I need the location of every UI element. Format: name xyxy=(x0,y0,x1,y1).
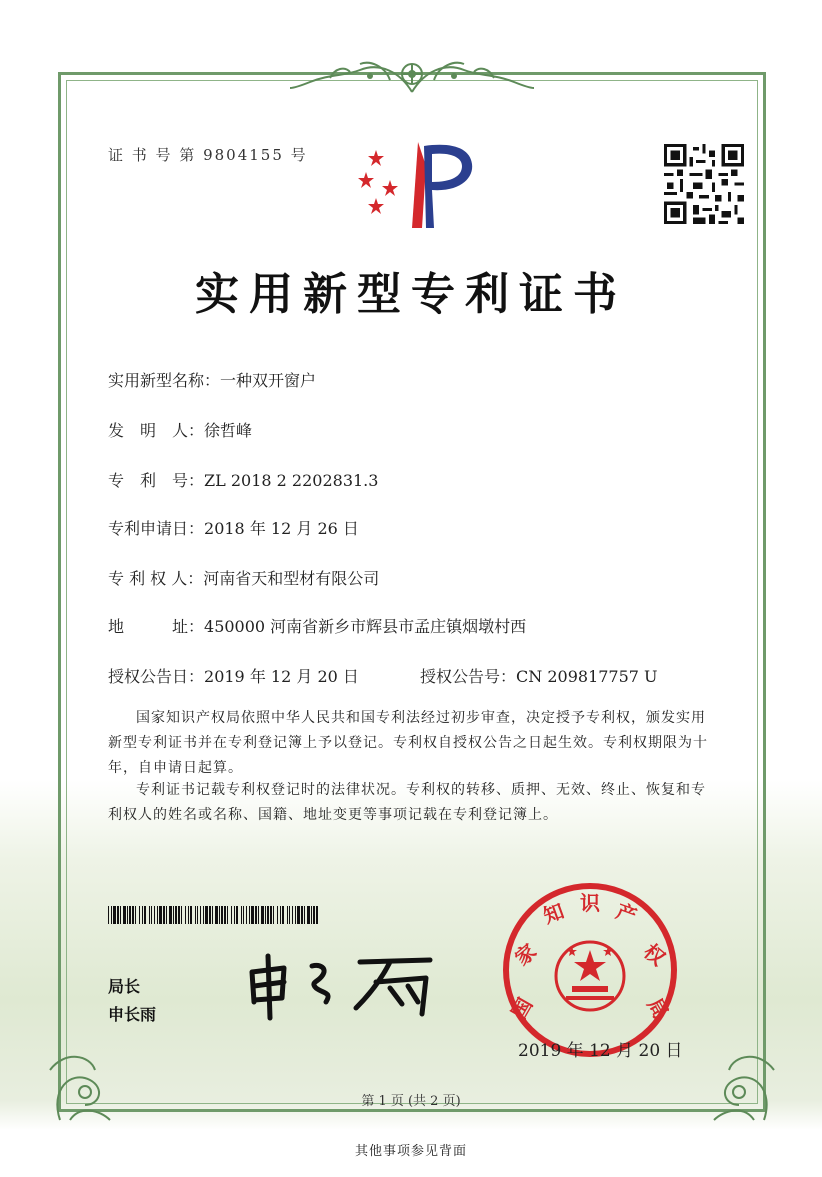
field-label: 地 址： xyxy=(108,617,205,636)
certificate-title: 实用新型专利证书 xyxy=(195,269,627,320)
field-label: 授权公告号： xyxy=(420,667,517,686)
field-label: 授权公告日： xyxy=(108,667,205,686)
back-note: 其他事项参见背面 xyxy=(354,1144,467,1159)
field-patentee xyxy=(108,566,379,589)
field-value: 河南省天和型材有限公司 xyxy=(203,569,380,588)
field-value: ZL 2018 2 2202831.3 xyxy=(204,471,379,490)
field-value: 450000 河南省新乡市辉县市孟庄镇烟墩村西 xyxy=(204,617,527,636)
svg-text:家: 家 xyxy=(510,939,541,971)
field-value: 2018 年 12 月 26 日 xyxy=(204,519,359,538)
field-value: CN 209817757 U xyxy=(516,667,658,686)
qr-code-icon xyxy=(664,144,744,224)
official-seal-icon xyxy=(500,880,680,1060)
body-paragraph-2: 专利证书记载专利权登记时的法律状况。专利权的转移、质押、无效、终止、恢复和专利权人的姓名或名称、国籍、地址变更等事项记载在专利登记簿上。 xyxy=(108,782,706,823)
certificate-number: 证 书 号 第 9804155 号 xyxy=(108,146,308,164)
corner-ornament-left-icon xyxy=(40,1010,130,1130)
field-grant-date xyxy=(108,664,359,687)
field-label: 发 明 人： xyxy=(108,421,205,440)
field-label: 专 利 权 人： xyxy=(108,569,204,588)
body-paragraph-1: 国家知识产权局依照中华人民共和国专利法经过初步审查，决定授予专利权，颁发实用新型专利证书并在专利登记簿上予以登记。专利权自授权公告之日起生效。专利权期限为十年，自申请日起算。 xyxy=(108,710,708,776)
field-application-date xyxy=(108,516,359,539)
field-value: 徐哲峰 xyxy=(204,421,253,440)
svg-text:产: 产 xyxy=(612,898,640,929)
field-grant-number xyxy=(420,664,658,687)
corner-ornament-right-icon xyxy=(694,1010,784,1130)
top-ornament-icon xyxy=(290,52,534,98)
field-label: 专 利 号： xyxy=(108,471,205,490)
director-name: 申长雨 xyxy=(108,1005,157,1024)
field-utility-model-name xyxy=(108,368,316,391)
field-patent-number xyxy=(108,468,378,491)
svg-text:知: 知 xyxy=(540,898,568,929)
field-label: 实用新型名称： xyxy=(108,371,221,390)
field-value: 一种双开窗户 xyxy=(220,371,317,390)
field-inventor xyxy=(108,418,252,441)
field-value: 2019 年 12 月 20 日 xyxy=(204,667,359,686)
director-title: 局长 xyxy=(108,977,141,996)
director-signature-icon xyxy=(240,952,460,1022)
svg-text:识: 识 xyxy=(580,891,600,915)
page-number: 第 1 页 (共 2 页) xyxy=(361,1094,461,1109)
field-label: 专利申请日： xyxy=(108,519,205,538)
seal-date: 2019 年 12 月 20 日 xyxy=(518,1041,683,1061)
field-address xyxy=(108,614,526,637)
svg-text:权: 权 xyxy=(639,939,670,971)
svg-text:国: 国 xyxy=(506,993,538,1024)
patent-office-logo-icon xyxy=(356,136,486,232)
svg-text:局: 局 xyxy=(642,993,674,1024)
barcode-icon xyxy=(108,906,320,924)
